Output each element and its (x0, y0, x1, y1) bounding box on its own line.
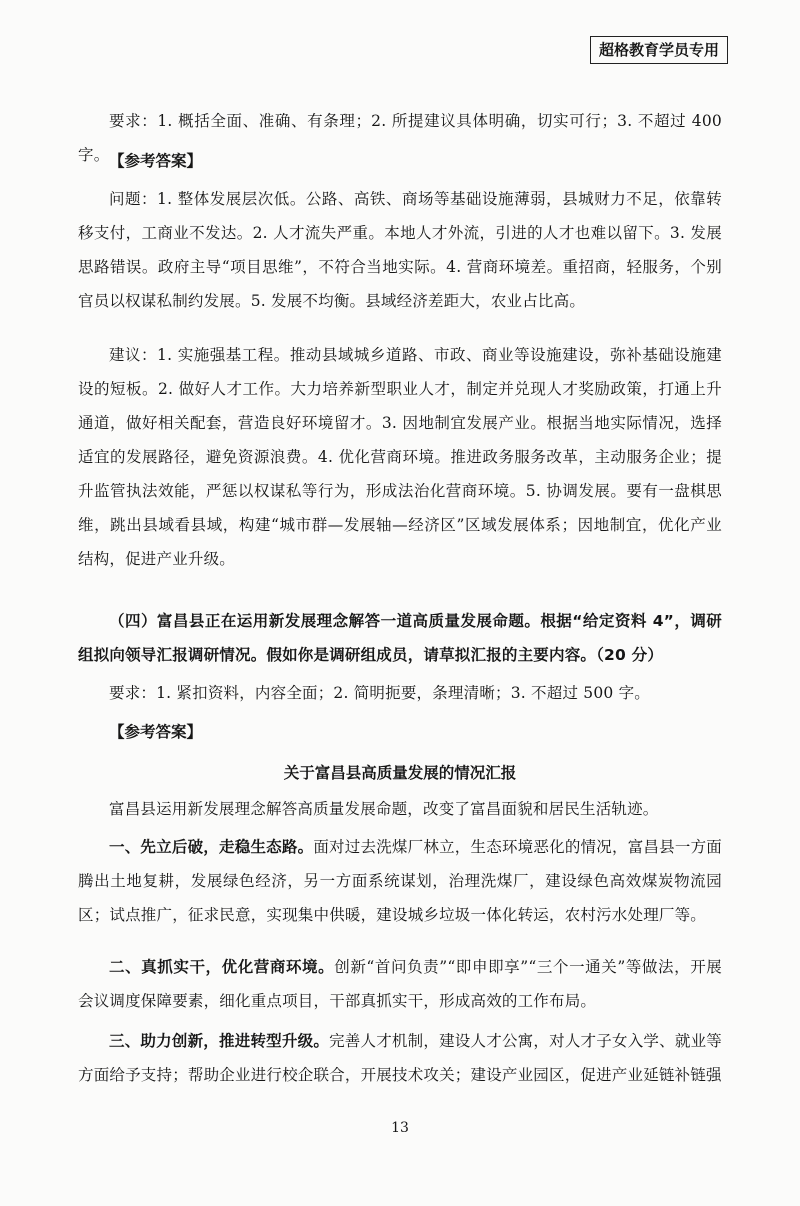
report-point-2-head: 二、真抓实干，优化营商环境。 (109, 958, 335, 976)
report-point-3-body: 完善人才机制，建设人才公寓，对人才子女入学、就业等方面给予支持；帮助企业进行校企联合，开展技术攻关；建设产业园区，促进产业延链补链强 (78, 1032, 722, 1084)
report-point-3-head: 三、助力创新，推进转型升级。 (109, 1032, 330, 1050)
report-point-2 (78, 950, 722, 1018)
report-point-1-head: 一、先立后破，走稳生态路。 (109, 838, 314, 856)
report-point-2-body: 创新“首问负责”“即申即享”“三个一通关”等做法，开展会议调度保障要素，细化重点项目，干部真抓实干，形成高效的工作布局。 (78, 958, 722, 1010)
page-number: 13 (391, 1120, 409, 1136)
section3-answer-label: 【参考答案】 (109, 152, 203, 170)
section4-question: （四）富昌县正在运用新发展理念解答一道高质量发展命题。根据“给定资料 4”，调研组拟向领导汇报调研情况。假如你是调研组成员，请草拟汇报的主要内容。（20 分） (78, 612, 722, 664)
section3-requirement: 要求：1. 概括全面、准确、有条理；2. 所提建议具体明确，切实可行；3. 不超过 400 字。 (78, 112, 722, 164)
header-badge: 超格教育学员专用 (590, 36, 728, 64)
report-title: 关于富昌县高质量发展的情况汇报 (283, 764, 517, 782)
report-point-1 (78, 830, 722, 932)
report-point-3 (78, 1024, 722, 1092)
section4-requirement: 要求：1. 紧扣资料，内容全面；2. 简明扼要，条理清晰；3. 不超过 500 字。 (109, 684, 650, 702)
report-intro: 富昌县运用新发展理念解答高质量发展命题，改变了富昌面貌和居民生活轨迹。 (109, 800, 659, 818)
section4-answer-label: 【参考答案】 (109, 723, 203, 741)
section3-suggestions: 建议：1. 实施强基工程。推动县域城乡道路、市政、商业等设施建设，弥补基础设施建设的短板。2. 做好人才工作。大力培养新型职业人才，制定并兑现人才奖励政策，打通上升通道，做好相关配套，营造良好环境留才。3. 因地制宜发展产业。根据当地实际情况，选择适宜的发展路径，避免资源浪费。4. 优化营商环境。推进政务服务改革，主动服务企业；提升监管执法效能，严惩以权谋私等行为，形成法治化营商环境。5. 协调发展。要有一盘棋思维，跳出县域看县域，构建“城市群—发展轴—经济区”区域发展体系；因地制宜，优化产业结构，促进产业升级。 (78, 346, 722, 568)
report-point-1-body: 面对过去洗煤厂林立，生态环境恶化的情况，富昌县一方面腾出土地复耕，发展绿色经济，另一方面系统谋划，治理洗煤厂，建设绿色高效煤炭物流园区；试点推广，征求民意，实现集中供暖，建设城乡垃圾一体化转运，农村污水处理厂等。 (78, 838, 722, 924)
section3-problems: 问题：1. 整体发展层次低。公路、高铁、商场等基础设施薄弱，县城财力不足，依靠转移支付，工商业不发达。2. 人才流失严重。本地人才外流，引进的人才也难以留下。3. 发展思路错误。政府主导“项目思维”，不符合当地实际。4. 营商环境差。重招商，轻服务，个别官员以权谋私制约发展。5. 发展不均衡。县域经济差距大，农业占比高。 (78, 190, 722, 310)
